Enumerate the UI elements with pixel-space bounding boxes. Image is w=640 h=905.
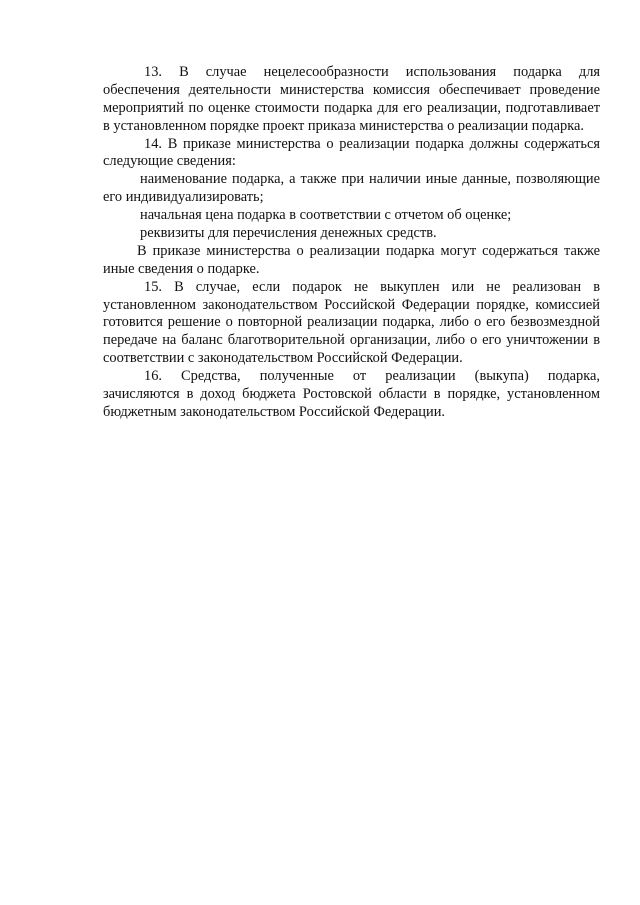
paragraph-14-line-2: следующие сведения: <box>103 153 236 170</box>
paragraph-14-item-1-line-1: наименование подарка, а также при наличии иные данные, позволяющие <box>140 171 600 188</box>
paragraph-15-line-3: готовится решение о повторной реализации подарка, либо о его безвозмездной <box>103 314 600 331</box>
paragraph-14-item-2: начальная цена подарка в соответствии с отчетом об оценке; <box>140 207 512 224</box>
paragraph-13-line-2: обеспечения деятельности министерства комиссия обеспечивает проведение <box>103 81 600 98</box>
paragraph-13-line-1: 13. В случае нецелесообразности использования подарка для <box>144 64 600 80</box>
paragraph-16-line-2: зачисляются в доход бюджета Ростовской области в порядке, установленном <box>103 386 600 403</box>
paragraph-15-line-5: соответствии с законодательством Российской Федерации. <box>103 350 463 367</box>
paragraph-15-line-2: установленном законодательством Российской Федерации порядке, комиссией <box>103 296 600 313</box>
paragraph-14-note-line-2: иные сведения о подарке. <box>103 260 260 277</box>
paragraph-16-line-3: бюджетным законодательством Российской Федерации. <box>103 403 446 420</box>
paragraph-13-line-3: мероприятий по оценке стоимости подарка для его реализации, подготавливает <box>103 99 600 116</box>
paragraph-16-line-1: 16. Средства, полученные от реализации (выкупа) подарка, <box>144 368 600 385</box>
paragraph-14-line-1: 14. В приказе министерства о реализации подарка должны содержаться <box>144 135 600 152</box>
paragraph-15-line-4: передаче на баланс благотворительной организации, либо о его уничтожении в <box>103 332 600 349</box>
document-body <box>103 64 600 422</box>
paragraph-13-line-4: в установленном порядке проект приказа министерства о реализации подарка. <box>103 117 584 134</box>
paragraph-15-line-1: 15. В случае, если подарок не выкуплен или не реализован в <box>144 278 600 295</box>
paragraph-14-item-3: реквизиты для перечисления денежных средств. <box>140 225 437 242</box>
paragraph-14-note-line-1: В приказе министерства о реализации подарка могут содержаться также <box>137 242 600 259</box>
paragraph-14-item-1-line-2: его индивидуализировать; <box>103 189 264 206</box>
